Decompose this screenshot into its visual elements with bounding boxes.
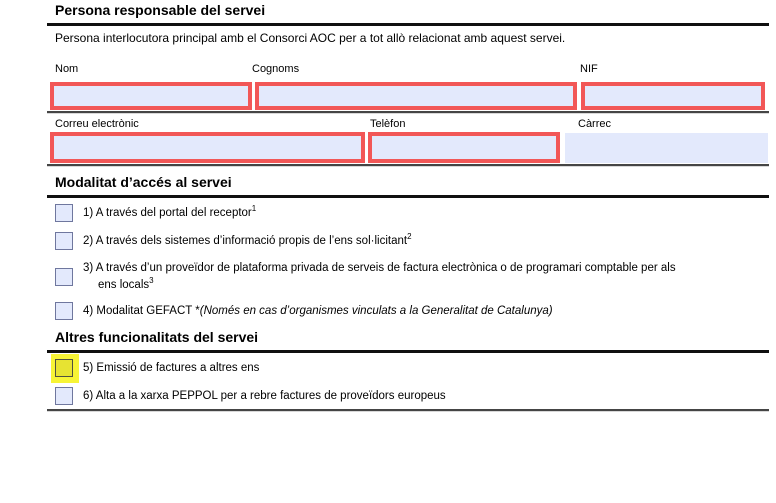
field-label-carrec: Càrrec [578,118,612,130]
footnote-ref: 1 [251,203,257,213]
option-label-3 [83,260,690,294]
option-row-1 [55,204,256,222]
section-description: Persona interlocutora principal amb el Consorci AOC per a tot allò relacionat amb aquest servei. [55,31,566,45]
field-label-cognoms: Cognoms [252,63,300,75]
option-label-2 [83,233,412,250]
option-text: 6) Alta a la xarxa PEPPOL per a rebre factures de proveïdors europeus [83,389,446,402]
option-row-3 [55,260,690,294]
checkbox-option-4[interactable] [55,302,73,320]
carrec-input[interactable] [565,133,768,163]
option-row-6 [55,387,446,405]
option-text: 3) A través d’un proveïdor de plataforma privada de serveis de factura electrònica o de programari comptable per als ens locals [83,262,676,291]
field-label-nif: NIF [580,63,598,75]
cognoms-input[interactable] [255,82,577,110]
checkbox-option-6[interactable] [55,387,73,405]
option-text: 1) A través del portal del receptor [83,206,252,219]
field-label-nom: Nom [55,63,79,75]
option-row-2 [55,232,412,250]
option-label-6 [83,388,446,405]
footnote-ref: 3 [149,276,154,286]
nom-input[interactable] [50,82,252,110]
correu-input[interactable] [50,132,365,163]
section-title-altres-funcionalitats: Altres funcionalitats del servei [47,329,769,353]
checkbox-option-2[interactable] [55,232,73,250]
option-text: 5) Emissió de factures a altres ens [83,361,260,374]
section-bottom-divider [47,409,769,412]
row-divider [47,111,769,114]
checkbox-option-5[interactable] [55,359,73,377]
row-divider [47,164,769,167]
option-label-4 [83,303,553,320]
option-text: 2) A través dels sistemes d’informació propis de l’ens sol·licitant [83,234,408,247]
section-title-modalitat-acces: Modalitat d’accés al servei [47,174,769,198]
option-text: 4) Modalitat GEFACT * [83,304,200,317]
option-row-4 [55,302,553,320]
option-label-5 [83,360,259,377]
checkbox-option-1[interactable] [55,204,73,222]
footnote-ref: 2 [407,231,412,241]
option-text-italic: (Només en cas d’organismes vinculats a la Generalitat de Catalunya) [199,304,553,317]
telefon-input[interactable] [368,132,560,163]
nif-input[interactable] [581,82,765,110]
checkbox-option-3[interactable] [55,268,73,286]
field-label-correu: Correu electrònic [55,118,139,130]
section-title-persona-responsable: Persona responsable del servei [47,2,769,26]
field-label-telefon: Telèfon [370,118,406,130]
option-label-1 [83,205,256,222]
option-row-5 [55,359,259,377]
